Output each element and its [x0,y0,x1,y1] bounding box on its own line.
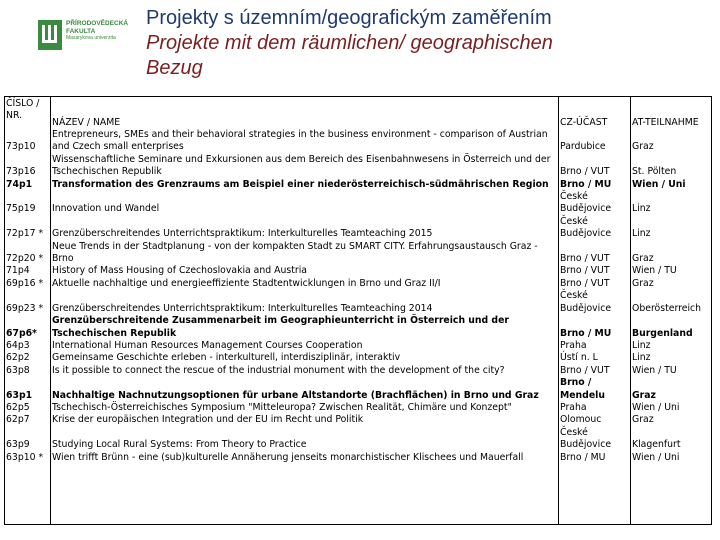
project-number: 73p10 [6,141,36,153]
cz-partner: Brno / VUT [560,166,610,178]
cz-partner: Brno / VUT [560,253,610,265]
logo-line-2: FAKULTA [66,27,96,35]
at-partner: Linz [632,203,651,215]
col-header-cz: CZ-ÚČAST [560,116,608,128]
project-name: Innovation und Wandel [52,203,160,215]
at-partner: Wien / Uni [632,401,680,413]
project-name: Nachhaltige Nachnutzungsoptionen für urbane Altstandorte (Brachflächen) in Brno und Graz [52,389,539,401]
table-row [4,278,712,290]
faculty-name [66,20,128,43]
logo-line-3: Masarykova univerzita [66,35,116,41]
at-partner: Wien / Uni [632,178,686,190]
cz-partner: Brno / MU [560,327,612,339]
cz-partner: Brno / MU [560,178,612,190]
project-name: History of Mass Housing of Czechoslovakia and Austria [52,265,307,277]
cz-partner: Pardubice [560,141,606,153]
table-row [4,241,712,266]
project-name: Aktuelle nachhaltige und energieeffiziente Stadtentwicklungen in Brno und Graz II/I [52,277,441,289]
project-number: 75p19 [6,203,36,215]
project-number: 74p1 [6,178,33,190]
at-partner: Graz [632,277,654,289]
col-header-at: AT-TEILNAHME [632,116,699,128]
project-name: Entrepreneurs, SMEs and their behavioral strategies in the business environment - comparison of Austrian and Czech small enterprises [52,129,548,153]
project-name: Neue Trends in der Stadtplanung - von der kompakten Stadt zu SMART CITY. Erfahrungsaustausch Graz - Brno [52,240,538,265]
project-number: 69p16 * [6,277,44,289]
project-number: 67p6* [6,327,37,339]
table-row [4,179,712,191]
table-row [4,265,712,277]
at-partner: Wien / TU [632,265,677,277]
at-partner: Graz [632,414,654,426]
projects-table [4,96,712,464]
faculty-logo [38,0,138,52]
table-row [4,402,712,414]
project-number: 62p2 [6,352,30,364]
table-header-row [4,96,712,129]
table-row [4,365,712,377]
project-name: Grenzüberschreitendes Unterrichtspraktikum: Interkulturelles Teamteaching 2014 [52,302,433,314]
table-row [4,191,712,216]
cz-partner: Ústí n. L [560,352,598,364]
project-name: Gemeinsame Geschichte erleben - interkulturell, interdisziplinär, interaktiv [52,352,401,364]
title-german-line-2: Bezug [146,57,203,79]
project-name: Is it possible to connect the rescue of the industrial monument with the development of the city? [52,364,505,376]
project-number: 71p4 [6,265,30,277]
cz-partner: Brno / Mendelu [560,377,605,401]
at-partner: Oberösterreich [632,302,702,314]
project-name: International Human Resources Management Courses Cooperation [52,339,363,351]
cz-partner: Brno / VUT [560,364,610,376]
table-row [4,414,712,426]
table-row [4,290,712,315]
slide-title [146,6,553,81]
project-name: Studying Local Rural Systems: From Theory to Practice [52,439,307,451]
cz-partner: České Budějovice [560,191,612,215]
table-row [4,315,712,340]
at-partner: Klagenfurt [632,439,681,451]
at-partner: Graz [632,389,656,401]
cz-partner: Brno / VUT [560,265,610,277]
project-name: Transformation des Grenzraums am Beispiel einer niederösterreichisch-südmährischen Region [52,178,549,190]
cz-partner: Brno / MU [560,451,606,463]
project-name: Grenzüberschreitendes Unterrichtspraktikum: Interkulturelles Teamteaching 2015 [52,228,433,240]
project-number: 73p16 [6,166,36,178]
table-row [4,154,712,179]
at-partner: St. Pölten [632,166,677,178]
table-row [4,452,712,464]
cz-partner: Olomouc [560,414,602,426]
table-row [4,340,712,352]
col-header-name: NÁZEV / NAME [52,116,121,128]
col-header-nr: ČÍSLO / NR. [6,98,40,122]
cz-partner: České Budějovice [560,215,612,240]
project-number: 72p20 * [6,253,44,265]
at-partner: Wien / TU [632,364,677,376]
title-czech: Projekty s územním/geografickým zaměřením [146,7,552,29]
at-partner: Linz [632,228,651,240]
table-row [4,216,712,241]
project-number: 62p7 [6,414,30,426]
project-name: Tschechisch-Österreichisches Symposium "Mitteleuropa? Zwischen Realität, Chimäre und Konzept" [52,401,512,413]
cz-partner: České Budějovice [560,426,612,451]
table-row [4,377,712,402]
project-number: 69p23 * [6,302,44,314]
cz-partner: Brno / VUT [560,277,610,289]
project-number: 72p17 * [6,228,44,240]
at-partner: Wien / Uni [632,451,680,463]
project-number: 63p1 [6,389,33,401]
project-number: 63p9 [6,439,30,451]
project-number: 64p3 [6,339,30,351]
cz-partner: České Budějovice [560,290,612,314]
table-row [4,129,712,154]
project-name: Wissenschaftliche Seminare und Exkursionen aus dem Bereich des Eisenbahnwesens in Österreich und der Tschechischen Republik [52,153,551,178]
logo-line-1: PŘÍRODOVĚDECKÁ [66,20,129,27]
cz-partner: Praha [560,401,587,413]
at-partner: Graz [632,253,654,265]
project-name: Wien trifft Brünn - eine (sub)kulturelle Annäherung jenseits monarchistischer Klischees und Mauerfall [52,451,524,463]
title-german-line-1: Projekte mit dem räumlichen/ geographischen [146,32,553,54]
project-number: 62p5 [6,401,30,413]
at-partner: Graz [632,141,654,153]
table-row [4,352,712,364]
at-partner: Linz [632,352,651,364]
project-number: 63p8 [6,364,30,376]
table-row [4,427,712,452]
project-name: Grenzüberschreitende Zusammenarbeit im Geographieunterricht in Österreich und der Tschechischen Republik [52,315,509,339]
university-logo-icon [38,20,62,50]
cz-partner: Praha [560,339,587,351]
project-name: Krise der europäischen Integration und der EU im Recht und Politik [52,414,364,426]
at-partner: Burgenland [632,327,693,339]
project-number: 63p10 * [6,451,44,463]
at-partner: Linz [632,339,651,351]
